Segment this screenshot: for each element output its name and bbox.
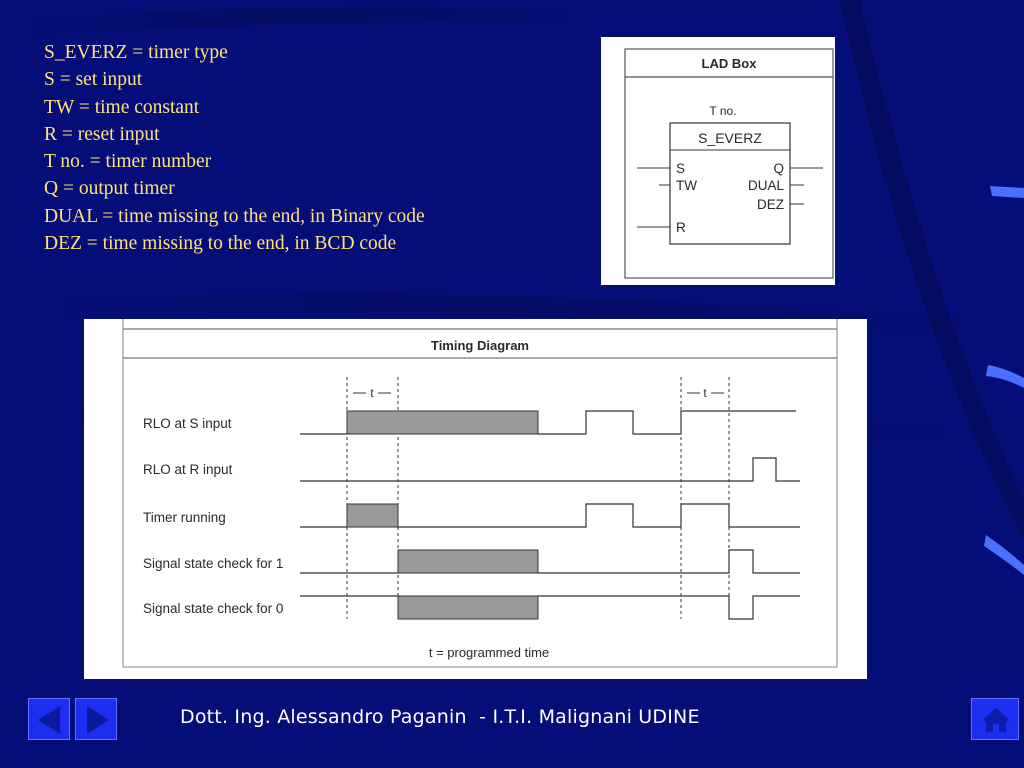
interval-label-1: t [370,386,374,400]
interval-label-2: t [703,386,707,400]
lad-box-input-tw: TW [676,178,697,193]
waveform-s-input [300,411,796,434]
signal-label-check1: Signal state check for 1 [143,556,284,571]
timing-diagram-drawing [84,319,867,679]
lad-box-output-q: Q [773,161,784,176]
signal-label-check0: Signal state check for 0 [143,601,284,616]
legend-line: DUAL = time missing to the end, in Binary code [44,205,425,227]
waveform-timer-running [300,504,800,527]
legend-line: R = reset input [44,123,160,145]
lad-box-block-name: S_EVERZ [698,130,762,146]
lad-box-input-r: R [676,220,686,235]
waveform-check-0 [300,596,800,619]
lad-box-output-dez: DEZ [757,197,784,212]
footer-author: Dott. Ing. Alessandro Paganin - I.T.I. Malignani UDINE [180,706,700,728]
legend-line: TW = time constant [44,96,200,118]
timing-caption: t = programmed time [428,645,550,660]
legend-line: Q = output timer [44,178,175,200]
lad-box-input-s: S [676,161,686,176]
legend-line: DEZ = time missing to the end, in BCD code [44,233,397,255]
home-icon [972,699,1020,741]
signal-label-running: Timer running [143,510,226,525]
lad-box-drawing [601,37,835,285]
legend-text-block [44,39,464,257]
triangle-right-icon [76,699,118,741]
legend-line: S_EVERZ = timer type [44,42,228,63]
lad-box-figure [601,37,835,285]
home-button[interactable] [971,698,1019,740]
waveform-check-1 [300,550,800,573]
lad-box-tno-label: T no. [709,104,737,118]
triangle-left-icon [29,699,71,741]
timing-diagram-figure [84,319,867,679]
legend-line: T no. = timer number [44,151,212,173]
next-slide-button[interactable] [75,698,117,740]
lad-box-title: LAD Box [701,56,757,71]
legend-line: S = set input [44,69,143,91]
signal-label-r: RLO at R input [143,462,233,477]
previous-slide-button[interactable] [28,698,70,740]
lad-box-output-dual: DUAL [747,178,784,193]
signal-label-s: RLO at S input [143,416,232,431]
timing-diagram-title: Timing Diagram [430,338,530,353]
waveform-r-input [300,458,800,481]
